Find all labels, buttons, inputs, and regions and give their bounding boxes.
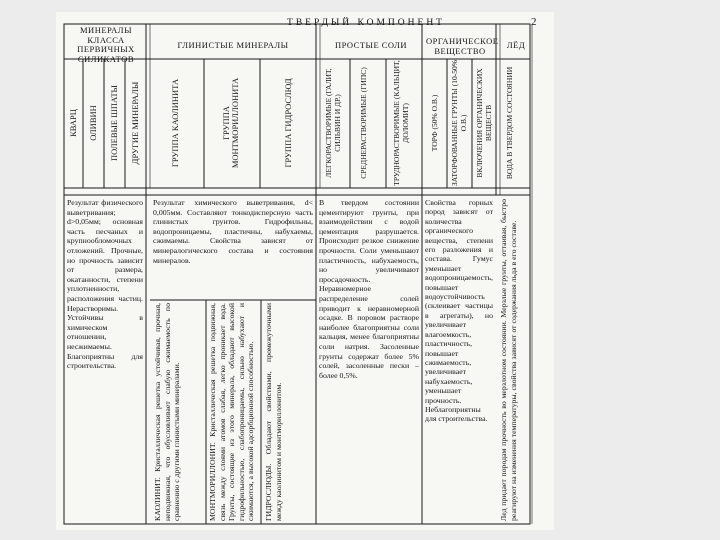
montmorillonite-note: МОНТМОРИЛЛОНИТ. Кристаллическая решетка подвижная, связь между слоями атомов слабая, легко проникает вода. Грунты, состоящие из этого минерала, обладают высокой гидрофильностью, слабопроницаемы, сильно набухают и сжимаются, а высокой адсорбционной способностью. — [208, 303, 255, 521]
subheader-hydromica-group: ГРУППА ГИДРОСЛЮД — [283, 78, 293, 168]
hydromica-note: ГИДРОСЛЮДЫ. Обладают свойствами, промежуточными между каолинитом и монтмориллонитом. — [264, 303, 283, 521]
subheader-hardly-soluble: ТРУДНОРАСТВОРИМЫЕ (КАЛЬЦИТ, ДОЛОМИТ) — [392, 60, 410, 186]
corner-mark: 2 — [531, 16, 537, 28]
subheader-organic-inclusions: ВКЛЮЧЕНИЯ ОРГАНИЧЕСКИХ ВЕЩЕСТВ — [475, 68, 493, 178]
subheader-kaolinite-group: ГРУППА КАОЛИНИТА — [170, 78, 180, 168]
subheader-other-minerals: ДРУГИЕ МИНЕРАЛЫ — [130, 81, 140, 165]
subheader-solid-water: ВОДА В ТВЕРДОМ СОСТОЯНИИ — [505, 66, 514, 180]
subheader-peaty-soils: ЗАТОРФОВАННЫЕ ГРУНТЫ (10-50% О.В.) — [450, 60, 468, 186]
subheader-quartz: КВАРЦ — [68, 109, 78, 137]
clay-description: Результат химического выветривания, d< 0,005мм. Составляют тонкодисперсную часть глинистых грунтов. Гидрофильны, водопроницаемы, пластичны, набухаемы, сжимаемы. Свойства зависят от минералогического состава и состояния минералов. — [153, 198, 313, 265]
subheader-olivine: ОЛИВИН — [88, 105, 98, 141]
document-page — [56, 12, 554, 530]
header-simple-salts: ПРОСТЫЕ СОЛИ — [334, 40, 408, 50]
header-minerals: МИНЕРАЛЫ КЛАССА ПЕРВИЧНЫХ СИЛИКАТОВ — [77, 25, 135, 64]
header-clay-minerals: ГЛИНИСТЫЕ МИНЕРАЛЫ — [177, 40, 289, 50]
subheader-feldspars: ПОЛЕВЫЕ ШПАТЫ — [109, 85, 119, 161]
minerals-description: Результат физического выветривания; d>0,05мм; основная часть песчаных и крупнообломочных отложений. Прочные, но прочность зависит от размера, окатанности, степени уплотненности, расположения частиц. Нерастворимы. Устойчивы в химическом отношении, несжимаемы. Благоприятны для строительства. — [67, 198, 143, 371]
kaolinite-note: КАОЛИНИТ. Кристаллическая решетка устойчивая, прочная, неподвижная, что обусловливает слабую сжимаемость по сравнению с другими глинистыми минералами. — [153, 303, 181, 521]
ice-description: Лед придает породам прочность во мерзлотном состоянии. Мерзлые грунты, оттаивая, быстро реагируют на изменения температуры, свойства зависят от содержания льда в его составе. — [499, 199, 518, 521]
organic-description: Свойства горных пород зависят от количества органического вещества, степени его разложения и состава. Гумус уменьшает водопроницаемость, повышает водоустойчивость (склеивает частицы в агрегаты), но увеличивает влагоемкость, пластичность, повышает сжимаемость, увеличивает набухаемость, уменьшает прочность. Неблагоприятны для строительства. — [425, 198, 493, 424]
header-organic-matter: ОРГАНИЧЕСКОЕ ВЕЩЕСТВО — [426, 36, 499, 56]
subheader-montmorillonite-group: ГРУППА МОНТМОРИЛЛОНИТА — [221, 77, 240, 169]
table-title: ТВЕРДЫЙ КОМПОНЕНТ — [287, 18, 445, 28]
subheader-medium-soluble: СРЕДНЕРАСТВОРИМЫЕ (ГИПС) — [359, 67, 368, 179]
header-ice: ЛЁД — [506, 40, 526, 50]
subheader-easily-soluble: ЛЕГКОРАСТВОРИМЫЕ (ГАЛИТ, СИЛЬВИН И ДР.) — [324, 68, 342, 178]
subheader-peat: ТОРФ (50% О.В.) — [430, 94, 439, 152]
salts-description: В твердом состоянии цементируют грунты, при взаимодействии с водой цементация разрушается. Происходит резкое снижение прочности. Соли уменьшают пластичность, набухаемость, но увеличивают просадочность. Неравномерное распределение солей приводит к неравномерной осадке. В поровом растворе наиболее благоприятны соли кальция, менее благоприятны соли натрия. Засоленные грунты содержат более 5% солей, засоленные пески – более 0,5%. — [319, 198, 419, 380]
